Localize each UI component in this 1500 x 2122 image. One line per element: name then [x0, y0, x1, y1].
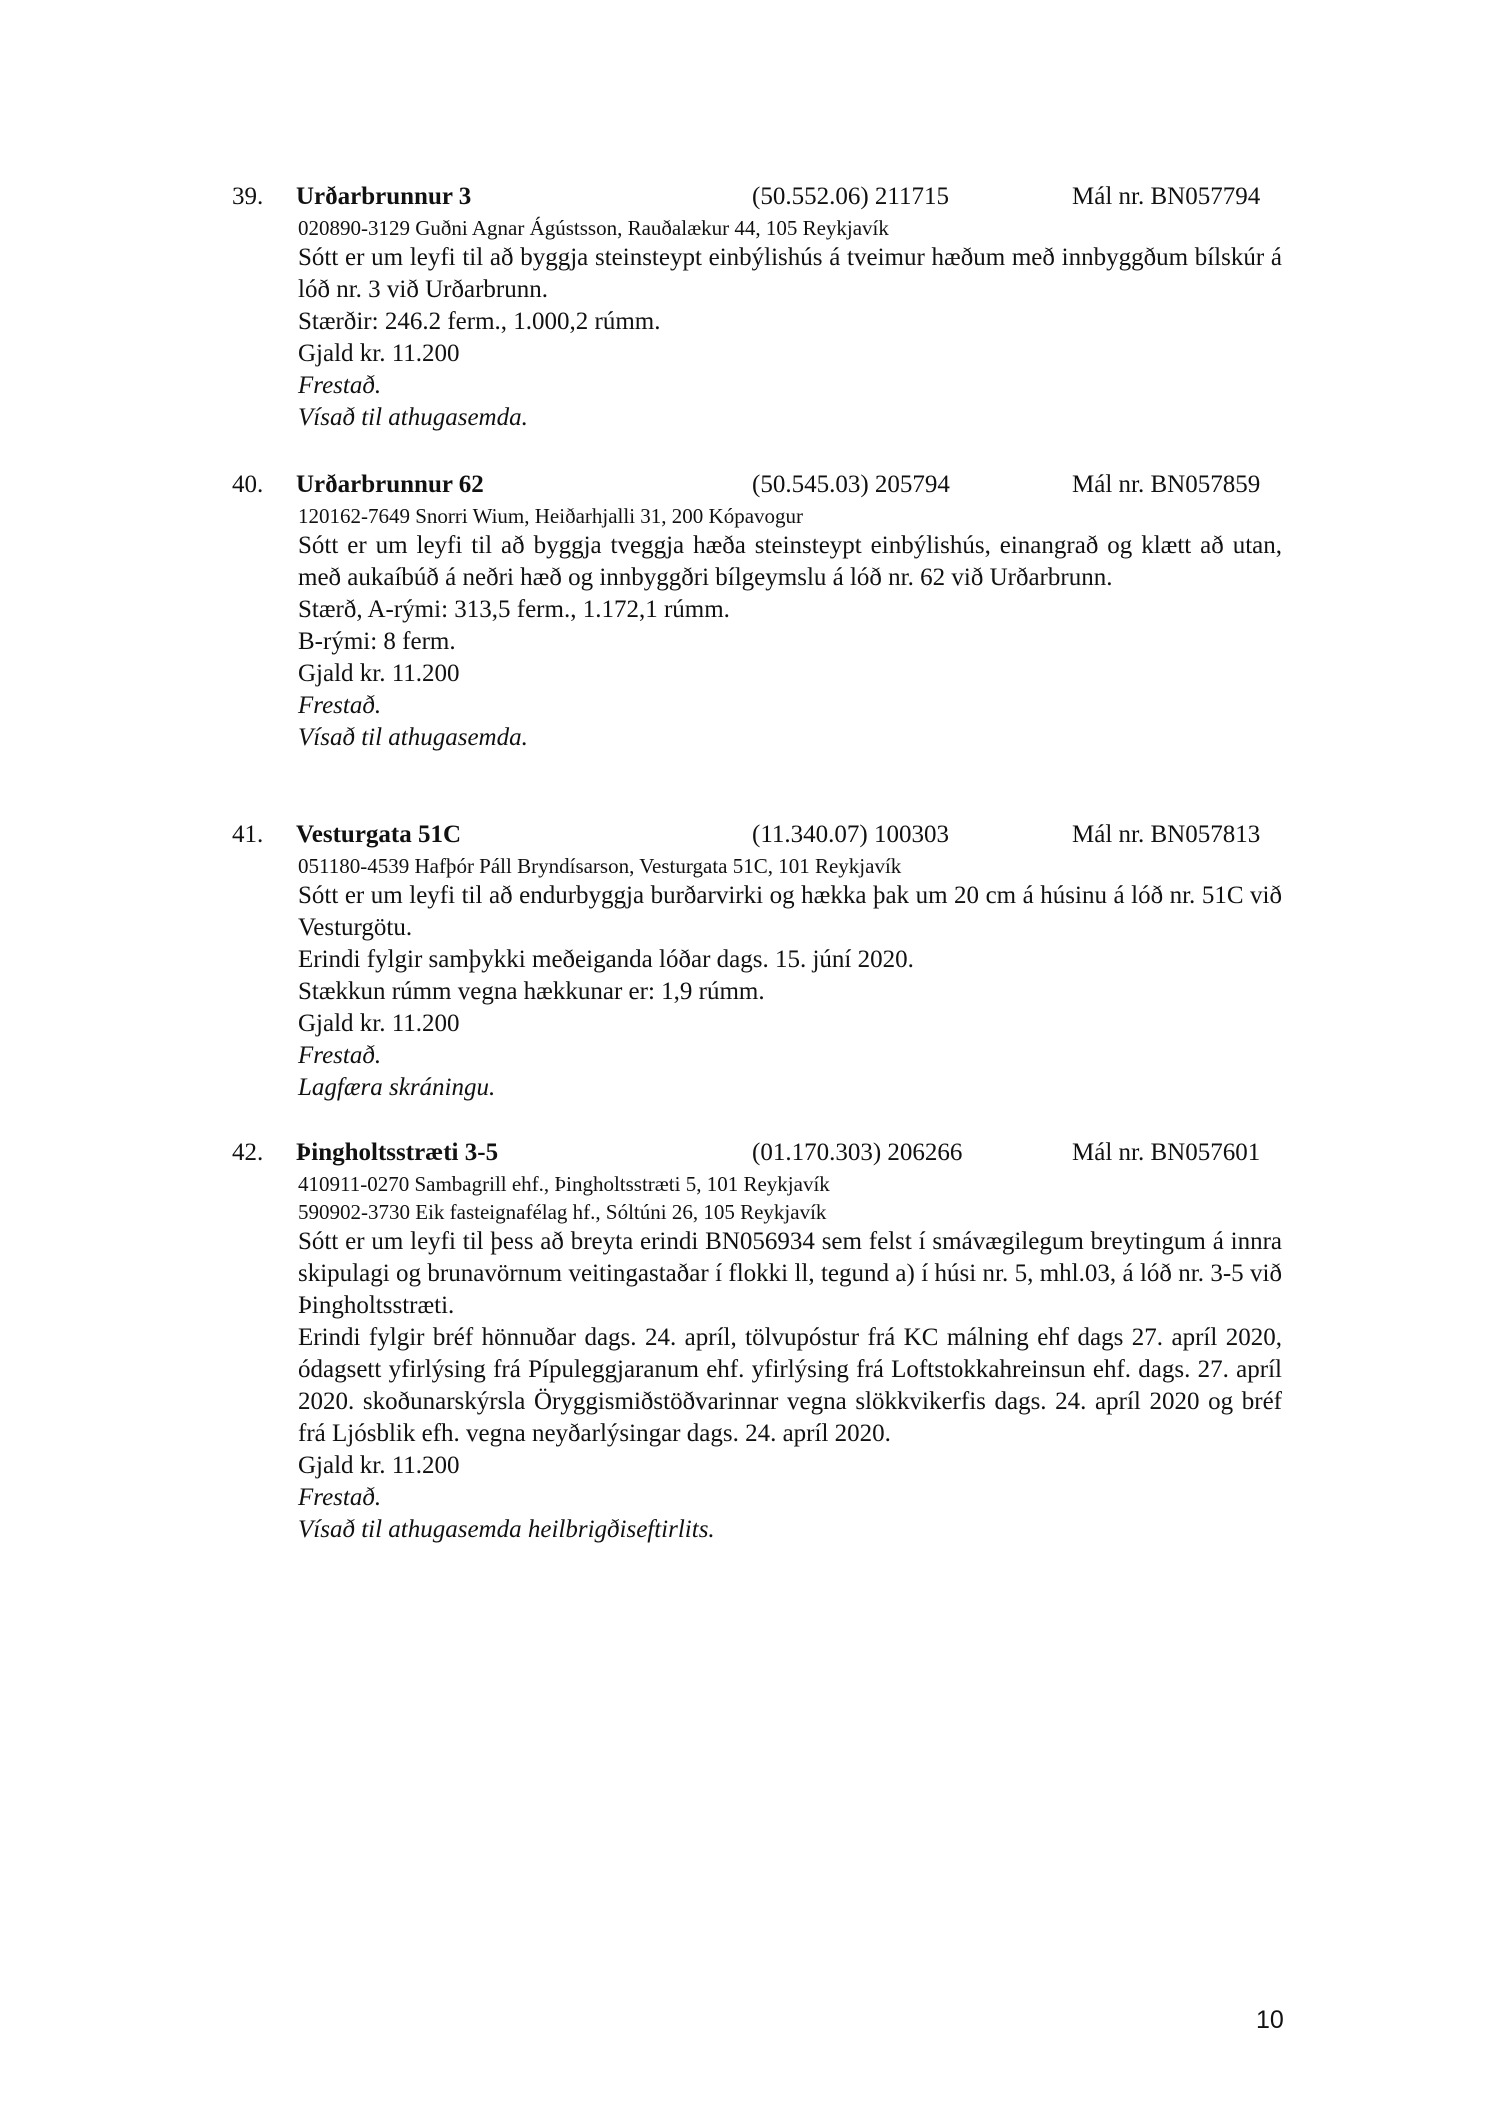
entry-description: Sótt er um leyfi til að byggja tveggja hæða steinsteypt einbýlishús, einangrað og klætt að utan, með aukaíbúð á neðri hæð og innbyggðri bílgeymslu á lóð nr. 62 við Urðarbrunn.	[298, 532, 1282, 591]
entry-address: Urðarbrunnur 62	[296, 471, 484, 498]
entry-applicants	[298, 214, 1500, 242]
entry-lot-id: (50.552.06) 211715	[752, 183, 949, 210]
entry-header	[0, 1136, 1500, 1170]
case-entry	[0, 1136, 1500, 1546]
case-entry	[0, 180, 1500, 434]
entry-case-number: Mál nr. BN057859	[1072, 471, 1261, 498]
case-entry	[0, 818, 1500, 1104]
entry-case-number: Mál nr. BN057601	[1072, 1139, 1261, 1166]
page-number: 10	[1256, 2006, 1284, 2034]
applicant-line: 410911-0270 Sambagrill ehf., Þingholtsstræti 5, 101 Reykjavík	[298, 1172, 830, 1196]
entry-detail: Erindi fylgir samþykki meðeiganda lóðar dags. 15. júní 2020.	[298, 946, 914, 973]
entry-description: Sótt er um leyfi til að byggja steinsteypt einbýlishús á tveimur hæðum með innbyggðum bílskúr á lóð nr. 3 við Urðarbrunn.	[298, 244, 1282, 303]
entry-case-number: Mál nr. BN057813	[1072, 821, 1261, 848]
entry-header	[0, 180, 1500, 214]
entry-decision: Frestað.	[298, 372, 382, 399]
entry-number: 40.	[232, 471, 264, 498]
entry-address: Þingholtsstræti 3-5	[296, 1139, 499, 1166]
case-entry	[0, 468, 1500, 754]
entry-header	[0, 818, 1500, 852]
entry-body	[298, 530, 1282, 754]
entry-description: Sótt er um leyfi til þess að breyta erindi BN056934 sem felst í smávægilegum breytingum á innra skipulagi og brunavörnum veitingastaðar í flokki ll, tegund a) í húsi nr. 5, mhl.03, á lóð nr. 3-5 við Þingholtsstræti.	[298, 1228, 1282, 1319]
entry-address: Vesturgata 51C	[296, 821, 462, 848]
entry-applicants	[298, 852, 1500, 880]
entry-number: 41.	[232, 821, 264, 848]
entry-body	[298, 242, 1282, 434]
entry-decision: Frestað.	[298, 1042, 382, 1069]
entry-number: 42.	[232, 1139, 264, 1166]
entry-detail: Stærð, A-rými: 313,5 ferm., 1.172,1 rúmm.	[298, 596, 730, 623]
entry-detail: B-rými: 8 ferm.	[298, 628, 456, 655]
entry-applicants	[298, 1170, 1500, 1226]
entry-note: Vísað til athugasemda.	[298, 724, 528, 751]
entry-decision: Frestað.	[298, 1484, 382, 1511]
entry-detail: Gjald kr. 11.200	[298, 1010, 460, 1037]
entry-note: Vísað til athugasemda.	[298, 404, 528, 431]
entry-case-number: Mál nr. BN057794	[1072, 183, 1261, 210]
entry-lot-id: (50.545.03) 205794	[752, 471, 950, 498]
entry-lot-id: (01.170.303) 206266	[752, 1139, 963, 1166]
entry-body	[298, 880, 1282, 1104]
entry-decision: Frestað.	[298, 692, 382, 719]
entry-note: Lagfæra skráningu.	[298, 1074, 496, 1101]
entry-lot-id: (11.340.07) 100303	[752, 821, 949, 848]
applicant-line: 020890-3129 Guðni Agnar Ágústsson, Rauðalækur 44, 105 Reykjavík	[298, 216, 889, 240]
entry-body	[298, 1226, 1282, 1546]
entry-detail: Gjald kr. 11.200	[298, 340, 460, 367]
entry-detail: Stækkun rúmm vegna hækkunar er: 1,9 rúmm.	[298, 978, 765, 1005]
entry-description: Sótt er um leyfi til að endurbyggja burðarvirki og hækka þak um 20 cm á húsinu á lóð nr. 51C við Vesturgötu.	[298, 882, 1282, 941]
entry-number: 39.	[232, 183, 264, 210]
entry-detail: Gjald kr. 11.200	[298, 660, 460, 687]
entry-detail: Gjald kr. 11.200	[298, 1452, 460, 1479]
entry-detail: Stærðir: 246.2 ferm., 1.000,2 rúmm.	[298, 308, 661, 335]
applicant-line: 051180-4539 Hafþór Páll Bryndísarson, Vesturgata 51C, 101 Reykjavík	[298, 854, 902, 878]
entry-detail: Erindi fylgir bréf hönnuðar dags. 24. apríl, tölvupóstur frá KC málning ehf dags 27. apríl 2020, ódagsett yfirlýsing frá Pípuleggjaranum ehf. yfirlýsing frá Loftstokkahreinsun ehf. dags. 27. apríl 2020. skoðunarskýrsla Öryggismiðstöðvarinnar vegna slökkvikerfis dags. 24. apríl 2020 og bréf frá Ljósblik efh. vegna neyðarlýsingar dags. 24. apríl 2020.	[298, 1324, 1282, 1447]
entry-applicants	[298, 502, 1500, 530]
applicant-line: 120162-7649 Snorri Wium, Heiðarhjalli 31, 200 Kópavogur	[298, 504, 804, 528]
entry-note: Vísað til athugasemda heilbrigðiseftirlits.	[298, 1516, 715, 1543]
applicant-line: 590902-3730 Eik fasteignafélag hf., Sóltúni 26, 105 Reykjavík	[298, 1200, 827, 1224]
entry-address: Urðarbrunnur 3	[296, 183, 472, 210]
entry-header	[0, 468, 1500, 502]
